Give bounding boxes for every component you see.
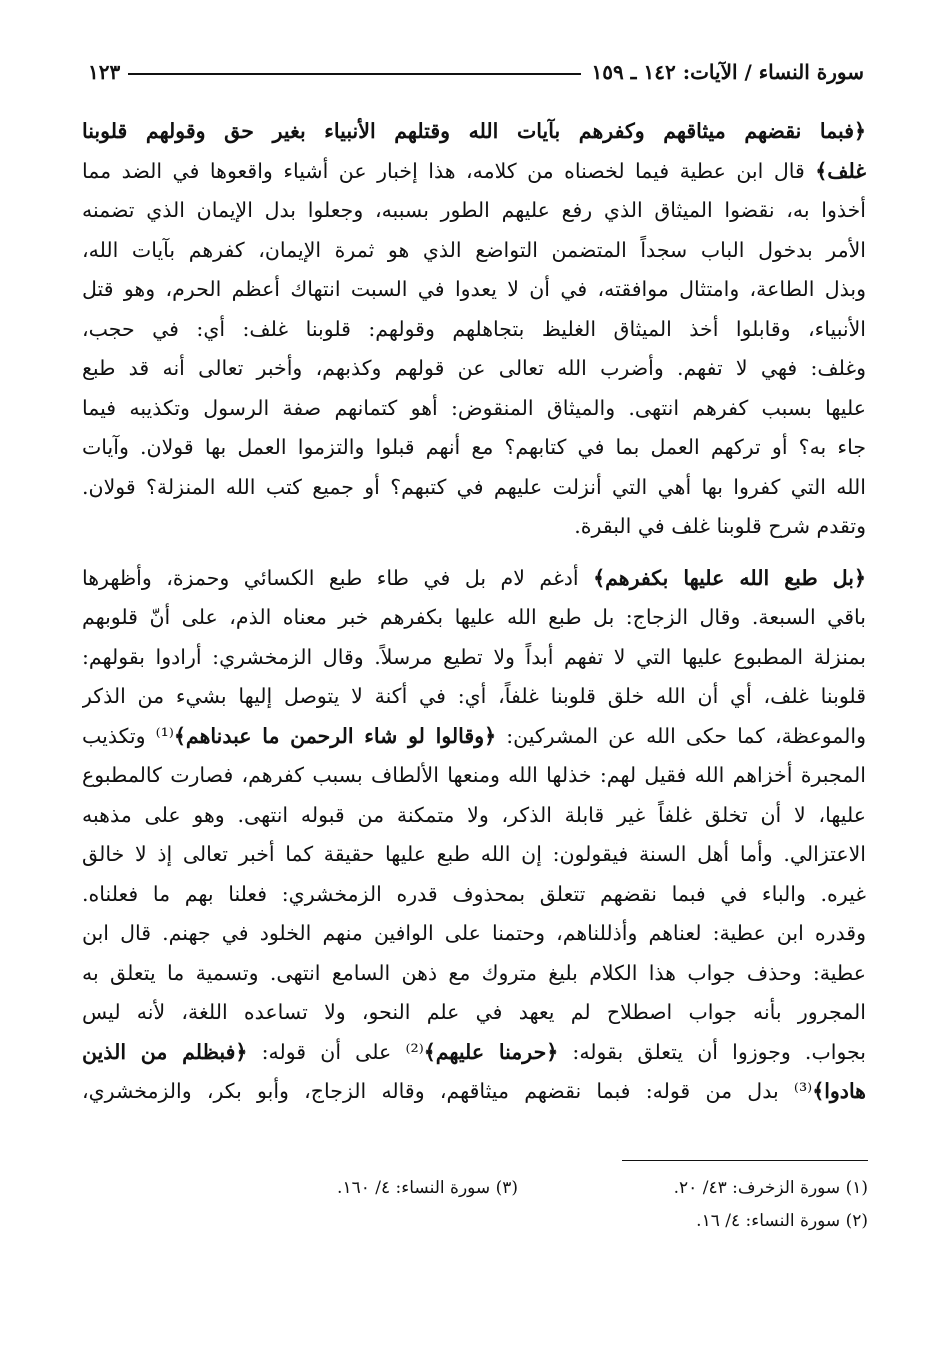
text-line: وغلف: فهي لا تفهم. وأضرب الله تعالى عن قولهم وكذبهم، وأخبر تعالى أنه قد طبع xyxy=(82,356,866,380)
text-line: المجرور بأنه جواب اصطلاح لم يعهد في علم النحو، ولا تساعده اللغة، لأنه ليس xyxy=(82,1000,866,1024)
text-line: وتقدم شرح قلوبنا غلف في البقرة. xyxy=(574,514,866,538)
text-line: ﴿فبما نقضهم ميثاقهم وكفرهم بآيات الله وقتلهم الأنبياء بغير حق وقولهم قلوبنا xyxy=(82,119,866,143)
text-line: الله التي كفروا بها أهي التي أنزلت عليهم في كتبهم؟ أو جميع كتب الله المنزلة؟ قولان. xyxy=(82,474,866,499)
text-line: عطية: وحذف جواب هذا الكلام بليغ متروك مع ذهن السامع انتهى. وتسمية ما يتعلق به xyxy=(82,960,866,985)
footnote: (١) سورة الزخرف: ٤٣/ ٢٠. xyxy=(673,1178,868,1198)
text-line: غيره. والباء في فبما نقضهم تتعلق بمحذوف قدره الزمخشري: فعلنا بهم ما فعلناه. xyxy=(82,881,866,906)
text-line: والموعظة، كما حكى الله عن المشركين: ﴿وقالوا لو شاء الرحمن ما عبدناهم﴾⁽¹⁾ وتكذيب xyxy=(82,723,866,748)
text-line: باقي السبعة. وقال الزجاج: بل طبع الله عليها بكفرهم خبر معناه الذم، على أنّ قلوبهم xyxy=(82,605,866,629)
text-line: المجبرة أخزاهم الله فقيل لهم: خذلها الله ومنعها الألطاف بسبب كفرهم، فصارت كالمطبوع xyxy=(82,763,866,787)
paragraph-gap xyxy=(82,547,866,559)
footnote-divider xyxy=(622,1160,868,1161)
text-line: الأنبياء، وقابلوا أخذ الميثاق الغليظ بتجاهلهم وقولهم: قلوبنا غلف: أي: في حجب، xyxy=(82,316,866,341)
text-line: أخذوا به، نقضوا الميثاق الذي رفع عليهم الطور بسببه، وجعلوا بدل الإيمان الذي تضمنه xyxy=(82,198,866,222)
text-line: الاعتزالي. وأما أهل السنة فيقولون: إن الله طبع عليها حقيقة كما أخبر تعالى إذ لا خالق xyxy=(82,842,866,866)
footnote-row xyxy=(120,1172,868,1205)
text-line: وقدره ابن عطية: لعناهم وأذللناهم، وحتمنا على الوافين منهم الخلود في جهنم. قال ابن xyxy=(82,921,866,945)
text-line: وبذل الطاعة، وامتثال موافقته، في أن لا يعدوا في السبت انتهاك أعظم الحرم، وهو قتل xyxy=(82,277,866,301)
page-number: ١٢٣ xyxy=(88,60,121,84)
footnote-row xyxy=(120,1205,868,1238)
text-line: عليها، لا أن تخلق غلفاً غير قابلة الذكر، ولا متمكنة من قبوله انتهى. وهو على مذهبه xyxy=(82,802,866,827)
text-line: الأمر بدخول الباب سجداً المتضمن التواضع الذي هو ثمرة الإيمان، كفرهم بآيات الله، xyxy=(82,237,866,262)
text-line: هادوا﴾⁽³⁾ بدل من قوله: فبما نقضهم ميثاقهم، وقاله الزجاج، وأبو بكر، والزمخشري، xyxy=(82,1079,866,1103)
header-rule xyxy=(128,73,581,75)
text-line: ﴿بل طبع الله عليها بكفرهم﴾ أدغم لام بل في طاء طبع الكسائي وحمزة، وأظهرها xyxy=(82,565,866,590)
text-line: بجواب. وجوزوا أن يتعلق بقوله: ﴿حرمنا عليهم﴾⁽²⁾ على أن قوله: ﴿فبظلم من الذين xyxy=(82,1039,866,1064)
text-line: قلوبنا غلف، أي أن الله خلق قلوبنا غلفاً، أي: في أكنة لا يتوصل إليها بشيء من الذكر xyxy=(82,684,866,708)
footnote: (٣) سورة النساء: ٤/ ١٦٠. xyxy=(337,1178,518,1198)
running-header xyxy=(88,56,864,88)
paragraph-1 xyxy=(82,112,866,547)
header-title: سورة النساء / الآيات: ١٤٢ ـ ١٥٩ xyxy=(591,60,864,84)
text-line: عليها بسبب كفرهم انتهى. والميثاق المنقوض: أهو كتمانهم صفة الرسول وتكذيبه فيما xyxy=(82,395,866,420)
paragraph-2 xyxy=(82,559,866,1112)
text-line: غلف﴾ قال ابن عطية فيما لخصناه من كلامه، هذا إخبار عن أشياء واقعوها في الضد مما xyxy=(82,158,866,183)
footnotes xyxy=(120,1172,868,1238)
footnote: (٢) سورة النساء: ٤/ ١٦. xyxy=(696,1211,868,1231)
main-text xyxy=(82,112,866,1112)
text-line: بمنزلة المطبوع عليها التي لا تفهم أبداً ولا تطيع مرسلاً. وقال الزمخشري: أرادوا بقولهم: xyxy=(82,644,866,669)
text-line: جاء به؟ أو تركهم العمل بما في كتابهم؟ مع أنهم قبلوا والتزموا العمل بها قولان. وآيات xyxy=(82,435,866,459)
